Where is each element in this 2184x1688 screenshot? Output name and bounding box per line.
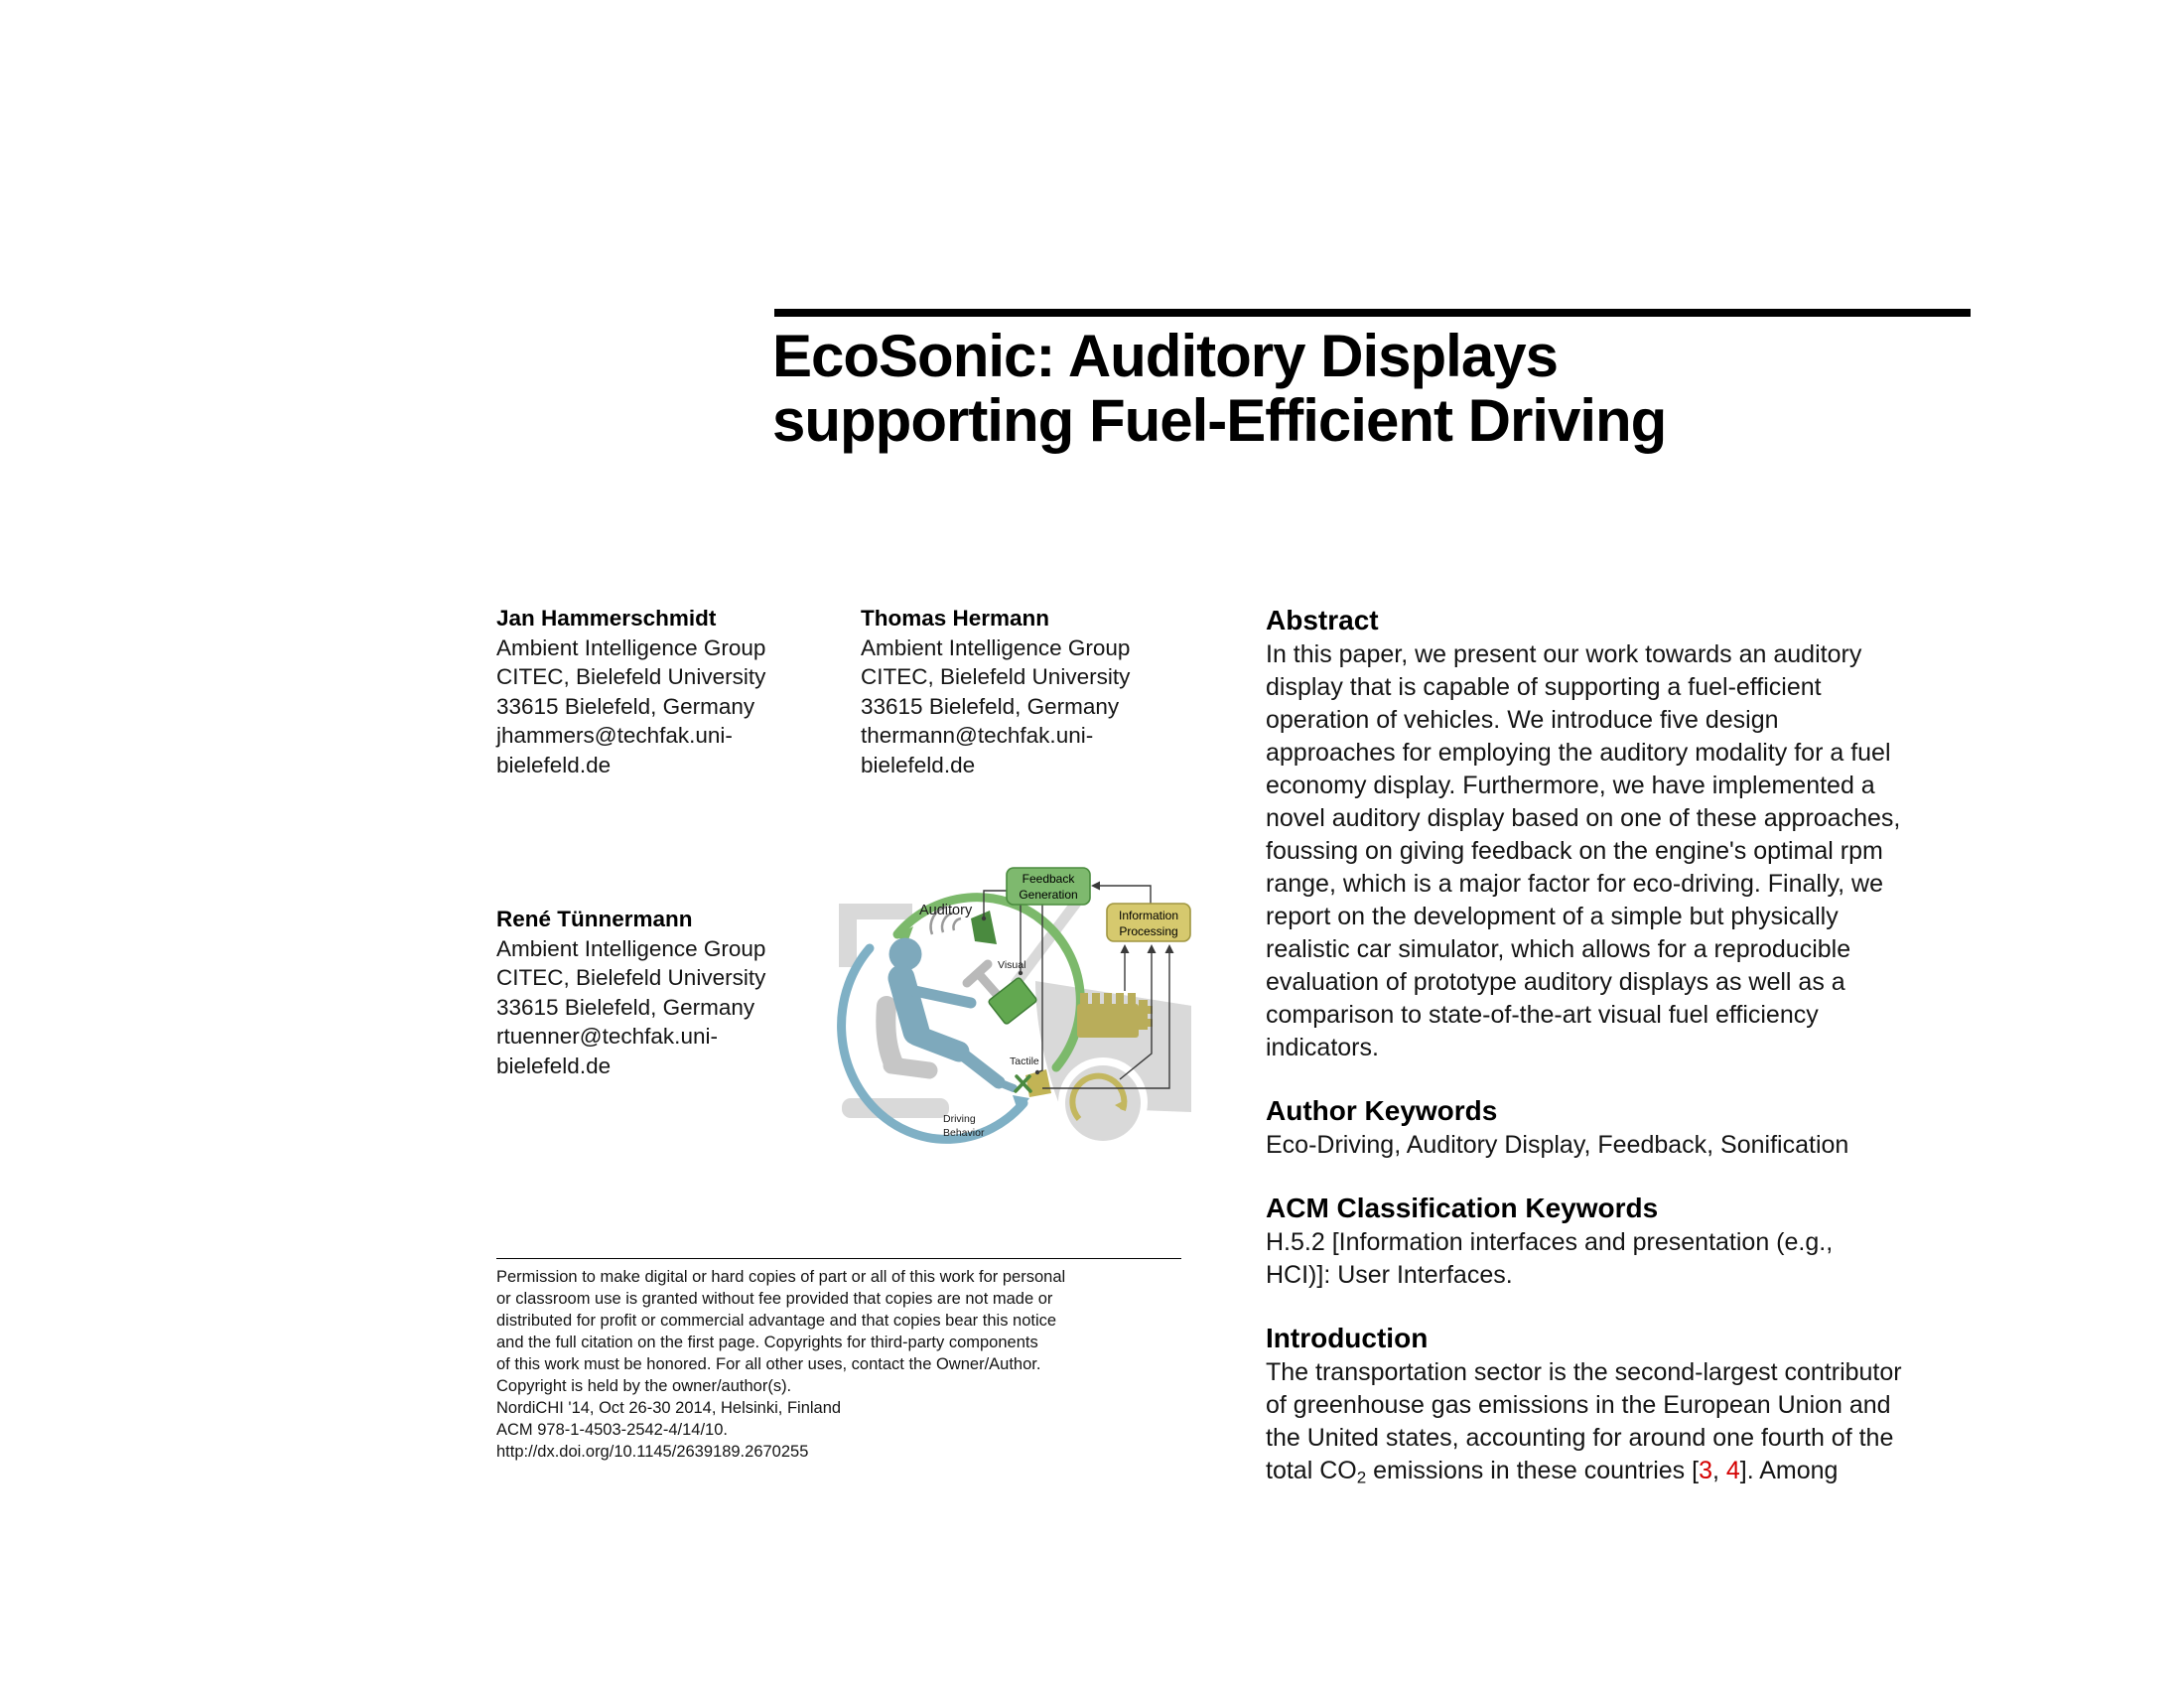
text-line: Ambient Intelligence Group: [496, 935, 766, 961]
feedback-box-label2: Generation: [1019, 888, 1078, 902]
text-line: range, which is a major factor for eco-driving. Finally, we: [1266, 870, 1883, 898]
information-processing-box: [1107, 904, 1190, 941]
tactile-label: Tactile: [1010, 1055, 1039, 1067]
text-line: CITEC, Bielefeld University: [496, 965, 766, 990]
text-segment: ]. Among: [1739, 1457, 1839, 1484]
text-line: Ambient Intelligence Group: [861, 634, 1131, 660]
text-line: 33615 Bielefeld, Germany: [496, 693, 755, 719]
text-line: ACM 978-1-4503-2542-4/14/10.: [496, 1421, 728, 1439]
author-block-rene: [496, 905, 765, 1080]
text-line: display that is capable of supporting a fuel-efficient: [1266, 673, 1822, 701]
text-line: the United states, accounting for around one fourth of the: [1266, 1424, 1894, 1452]
text-line: bielefeld.de: [496, 752, 612, 777]
feedback-generation-box: [1007, 868, 1090, 905]
text-line: NordiCHI '14, Oct 26-30 2014, Helsinki, Finland: [496, 1399, 842, 1417]
copyright-notice: [496, 1258, 1181, 1463]
text-line: economy display. Furthermore, we have implemented a: [1266, 772, 1875, 799]
text-line: or classroom use is granted without fee provided that copies are not made or: [496, 1290, 1053, 1308]
author-affiliation: [496, 633, 765, 780]
text-line: Eco-Driving, Auditory Display, Feedback, Sonification: [1266, 1131, 1849, 1159]
text-line: HCI)]: User Interfaces.: [1266, 1261, 1513, 1289]
text-line: and the full citation on the first page. Copyrights for third-party components: [496, 1334, 1038, 1351]
text-line: operation of vehicles. We introduce five design: [1266, 706, 1779, 734]
subscript: 2: [1356, 1468, 1367, 1487]
text-line: realistic car simulator, which allows for a reproducible: [1266, 935, 1851, 963]
driving-behavior-label1: Driving: [943, 1113, 976, 1125]
info-box-label1: Information: [1118, 909, 1179, 922]
text-line: comparison to state-of-the-art visual fuel efficiency: [1266, 1001, 1819, 1029]
text-segment: emissions in these countries [: [1366, 1457, 1700, 1484]
text-segment: total CO: [1266, 1457, 1357, 1484]
text-line: foussing on giving feedback on the engine's optimal rpm: [1266, 837, 1883, 865]
visual-display-icon: [988, 977, 1037, 1025]
text-line: 33615 Bielefeld, Germany: [496, 994, 755, 1020]
text-line: jhammers@techfak.uni-: [496, 723, 733, 748]
text-line: bielefeld.de: [861, 752, 976, 777]
text-line: CITEC, Bielefeld University: [496, 664, 766, 689]
auditory-label: Auditory: [919, 903, 973, 918]
text-line: [1266, 1455, 1990, 1493]
text-line: report on the development of a simple but physically: [1266, 903, 1839, 930]
driving-behavior-label2: Behavior: [943, 1127, 985, 1139]
text-line: bielefeld.de: [496, 1053, 612, 1078]
section-heading-acm-classification-keywords: ACM Classification Keywords: [1266, 1193, 1659, 1223]
copyright-lines: [496, 1266, 1181, 1463]
feedback-box-label1: Feedback: [1022, 872, 1075, 886]
text-line: rtuenner@techfak.uni-: [496, 1024, 718, 1049]
visual-label: Visual: [998, 959, 1026, 971]
author-affiliation: [861, 633, 1130, 780]
title-rule: [774, 309, 1971, 317]
text-line: thermann@techfak.uni-: [861, 723, 1094, 748]
right-column: [1266, 602, 1990, 1493]
text-line: In this paper, we present our work towards an auditory: [1266, 640, 1862, 668]
section-heading-introduction: Introduction: [1266, 1323, 1429, 1353]
text-line: approaches for employing the auditory modality for a fuel: [1266, 739, 1891, 767]
text-line: http://dx.doi.org/10.1145/2639189.2670255: [496, 1443, 809, 1461]
author-name: Jan Hammerschmidt: [496, 606, 717, 631]
text-line: H.5.2 [Information interfaces and presentation (e.g.,: [1266, 1228, 1834, 1256]
author-block-jan: [496, 604, 765, 779]
text-line: of this work must be honored. For all other uses, contact the Owner/Author.: [496, 1355, 1041, 1373]
citation-ref[interactable]: 4: [1725, 1457, 1740, 1484]
info-box-label2: Processing: [1119, 924, 1178, 938]
section-heading-author-keywords: Author Keywords: [1266, 1095, 1498, 1126]
paper-title-line2: supporting Fuel-Efficient Driving: [772, 387, 1667, 454]
text-segment: ,: [1711, 1457, 1726, 1484]
author-name: Thomas Hermann: [861, 606, 1050, 631]
paper-title: [772, 324, 1666, 453]
section-heading-abstract: Abstract: [1266, 605, 1379, 635]
text-line: CITEC, Bielefeld University: [861, 664, 1131, 689]
text-line: The transportation sector is the second-largest contributor: [1266, 1358, 1902, 1386]
text-line: Permission to make digital or hard copies of part or all of this work for personal: [496, 1268, 1066, 1286]
citation-ref[interactable]: 3: [1699, 1457, 1712, 1484]
text-line: novel auditory display based on one of these approaches,: [1266, 804, 1901, 832]
text-line: 33615 Bielefeld, Germany: [861, 693, 1120, 719]
author-name: René Tünnermann: [496, 907, 693, 931]
text-line: Copyright is held by the owner/author(s).: [496, 1377, 792, 1395]
author-affiliation: [496, 934, 765, 1081]
text-line: indicators.: [1266, 1034, 1379, 1061]
text-line: of greenhouse gas emissions in the European Union and: [1266, 1391, 1891, 1419]
text-line: evaluation of prototype auditory displays as well as a: [1266, 968, 1845, 996]
steering-wheel: [967, 964, 1001, 999]
text-line: distributed for profit or commercial advantage and that copies bear this notice: [496, 1312, 1057, 1330]
teaser-figure: [832, 857, 1191, 1157]
paper-title-line1: EcoSonic: Auditory Displays: [772, 323, 1558, 389]
text-line: Ambient Intelligence Group: [496, 634, 766, 660]
author-block-thomas: [861, 604, 1130, 779]
